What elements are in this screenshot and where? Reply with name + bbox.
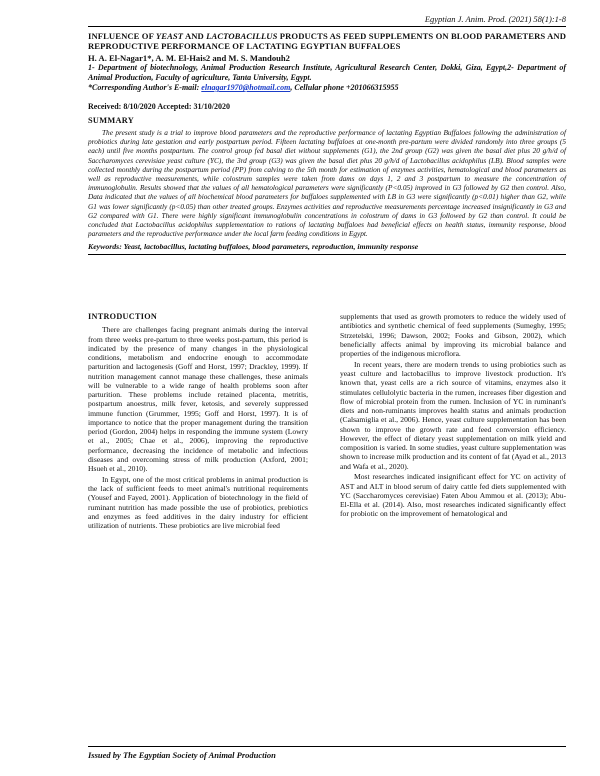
right-column [340,312,566,519]
summary-text: The present study is a trial to improve blood parameters and the reproductive performance of lactating Egyptian Buffaloes following the administration of probiotics during late gestation and early postpartum period. Fifteen lactating buffaloes at one-month pre-partum were divided randomly into three groups (5 each) until five months postpartum. The control group fed basal diet without supplements (G1), the 2nd group (G2) was given the basal diet plus 20 g/h/d of Saccharomyces cerevisiae yeast culture (YC), the 3rd group (G3) was given the basal diet plus 20 g/h/d of Lactobacillus acidophilus (LB). Blood samples were collected monthly during the postpartum period (PP) from calving to the 5th month for estimation of enzymes activities, hematological and blood parameters as well as reproductive measurements, while colostrum samples were taken from dams on days 1, 2 and 3 postpartum to measure the concentration of immunoglobulin. Results showed that the values of all hematological parameters were significantly (P<0.05) improved in G3 followed by G2 then control. Also, Data indicated that the values of all biochemical blood parameters for buffaloes supplemented with LB in G3 were significantly (p<0.01) higher than G2, while G1 was lower significantly (p<0.05) than other treated groups. Enzymes activities and reproductive measurements percentage increased insignificantly in G3 and G2 compared with G1. There were highly significant immunoglobulin concentrations in colostrum of dams in G3 followed by G2 than control. It could be concluded that Lactobacillus acidophilus supplementation to rations of lactating buffaloes had beneficial effects on health status, immunity response, blood parameters and the reproductive performance under the local farm feeding conditions in Egypt. [88,128,566,239]
author-email-link[interactable]: elnagar1970@hotmail.com [201,83,291,92]
summary-heading: SUMMARY [88,116,135,125]
corresponding-author: *Corresponding Author's E-mail: elnagar1970@hotmail.com, Cellular phone +201066315955 [88,83,399,92]
keywords-rule [88,254,566,255]
header-rule [88,26,566,27]
paragraph: There are challenges facing pregnant animals during the interval from three weeks pre-partum to three weeks post-partum, this period is indicated by the presence of many changes in the physiological conditions, metabolism and endocrine enough to accommodate parturition and lactogenesis (Goff and Horst, 1997; Drackley, 1999). If nutrition management cannot manage these challenges, these animals will be vulnerable to a wide range of health problems soon after parturition. These problems include retained placenta, metritis, postpartum anoestrus, milk fever, ketosis, and severely suppressed immune function (Grummer, 1995; Goff and Horst, 1997). It is of importance to notice that the proper management during the transition period (Gordon, 2004) helps in responding the immune system (Lowry et al., 2005; Chae et al., 2006), improving the reproductive performance, decreasing the incidence of metabolic and infectious diseases and overcoming stress of milk production (Axford, 2001; Hsueh et al., 2010). [88,325,308,473]
affiliations: 1- Department of biotechnology, Animal Production Research Institute, Agricultural Research Center, Dokki, Giza, Egypt,2- Department of Animal Production, Faculty of agriculture, Tanta University, Egypt. [88,63,566,82]
left-column [88,312,308,530]
footer-rule [88,746,566,747]
introduction-heading: INTRODUCTION [88,312,158,321]
author-list: H. A. El-Nagar1*, A. M. El-Hais2 and M. S. Mandouh2 [88,53,290,63]
received-accepted-dates: Received: 8/10/2020 Accepted: 31/10/2020 [88,102,230,111]
article-title: INFLUENCE OF YEAST AND LACTOBACILLUS PRODUCTS AS FEED SUPPLEMENTS ON BLOOD PARAMETERS AND REPRODUCTIVE PERFORMANCE OF LACTATING EGYPTIAN BUFFALOES [88,31,566,51]
journal-citation: Egyptian J. Anim. Prod. (2021) 58(1):1-8 [424,14,566,24]
article-front-matter [88,31,566,255]
paragraph: In recent years, there are modern trends to using probiotics such as yeast culture and lactobacillus to improve livestock production. It's known that, yeast cells are a rich source of vitamins, enzymes also it stimulates cellulolytic bacteria in the rumen, increases fiber digestion and flow of microbial protein from the rumen. Inclusion of YC in ruminant's diets and non-ruminants improves health status and animals production (Calsamiglia et al., 2006). Hence, yeast culture supplementation has been shown to improve the growth rate and feed conversion efficiency. However, the effect of dietary yeast supplementation on milk yield and composition is varied. In some studies, yeast culture supplementation was shown to increase milk production and its content of fat (Ayad et al., 2013 and Wafa et al., 2020). [340,359,566,471]
paragraph: In Egypt, one of the most critical problems in animal production is the lack of sufficient feeds to meet animal's nutritional requirements (Yousef and Fayed, 2001). Application of biotechnology in the field of ruminant nutrition has made possible the use of probiotics, prebiotics and enzymes as feed additives in the dairy industry for efficient utilization of nutrients. These probiotics are live microbial feed [88,474,308,530]
paragraph: Most researches indicated insignificant effect for YC on activity of AST and ALT in blood serum of dairy cattle fed diets supplemented with YC (Saccharomyces cerevisiae) Faten Abou Ammou et al. (2013); Abu-El-Ella et al. (2014). Also, most researches indicated significantly effect for probiotic on the improvement of hematological and [340,472,566,519]
paragraph: supplements that used as growth promoters to reduce the widely used of antibiotics and synthetic chemical of feed supplements (Sumeghy, 1995; Strzetelski, 1996; Dawson, 2002; Fooks and Gibson, 2002), which beneficially affects animal by improving its microbial balance and properties of the indigenous microflora. [340,312,566,358]
footer-publisher: Issued by The Egyptian Society of Animal Production [88,750,276,760]
body-columns [88,312,566,727]
keywords: Keywords: Yeast, lactobacillus, lactating buffaloes, blood parameters, reproduction, immunity response [88,242,419,252]
